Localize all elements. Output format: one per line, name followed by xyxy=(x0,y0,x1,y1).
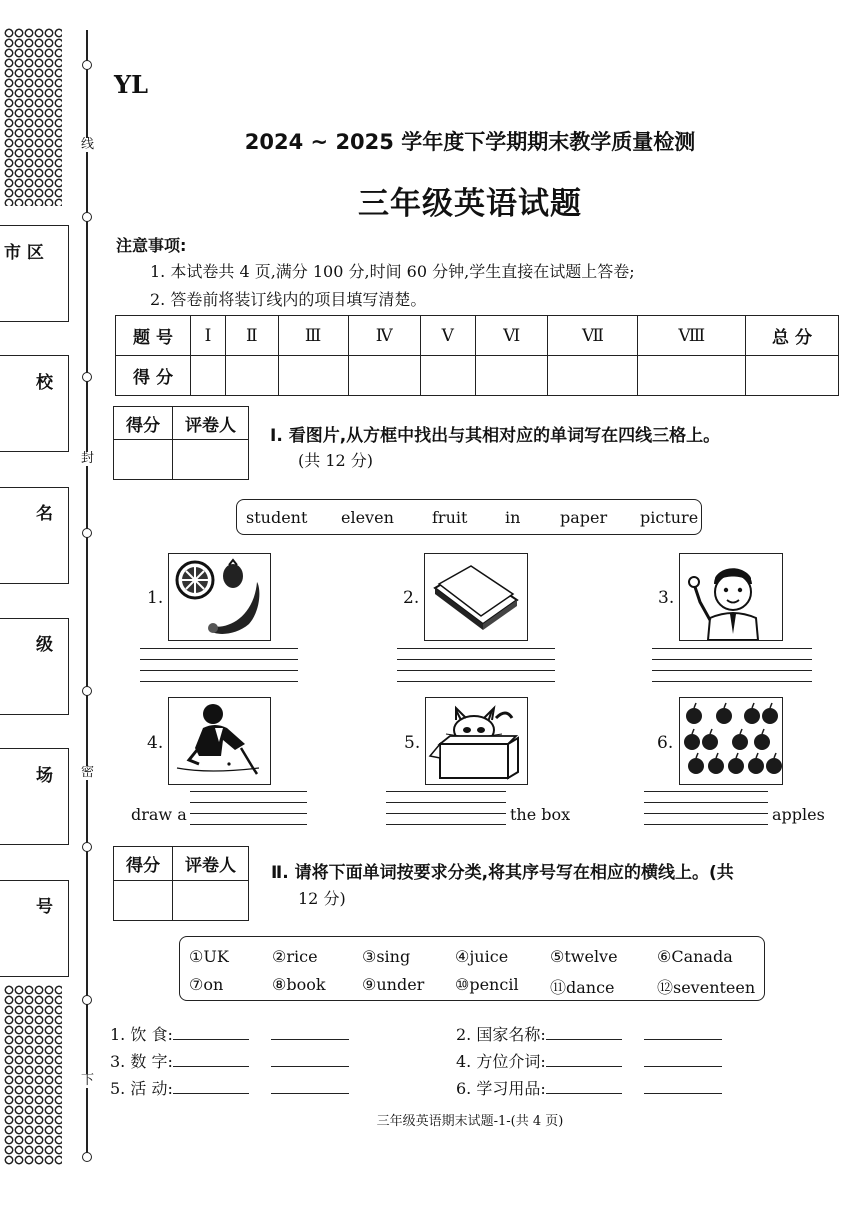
word-bank-item: picture xyxy=(640,508,699,527)
apple-mark xyxy=(716,708,732,724)
apple-mark xyxy=(702,734,718,750)
grader-score-cell[interactable] xyxy=(114,440,173,480)
exam-title: 2024 ~ 2025 学年度下学期期末教学质量检测 xyxy=(244,130,696,154)
grader-box-2 xyxy=(113,846,249,921)
apple-stem xyxy=(716,753,718,758)
score-cell[interactable] xyxy=(348,356,420,396)
apple-stem xyxy=(696,753,698,758)
margin-char-xia: 下 xyxy=(81,1073,95,1088)
score-cell[interactable] xyxy=(420,356,475,396)
category-label: 4. 方位介词: xyxy=(456,1052,546,1071)
grader-score-cell[interactable] xyxy=(114,881,173,921)
writing-lines-2[interactable] xyxy=(397,648,555,692)
score-cell[interactable] xyxy=(278,356,348,396)
word-list-item: ⑫seventeen xyxy=(657,978,756,997)
word-list-item: ④juice xyxy=(455,947,509,966)
paper-picture xyxy=(424,553,528,641)
category-label: 6. 学习用品: xyxy=(456,1079,546,1098)
apple-stem xyxy=(694,703,696,708)
score-col-8: Ⅷ xyxy=(638,316,746,356)
margin-char-xian: 线 xyxy=(81,137,95,152)
cat-in-box-picture xyxy=(425,697,528,785)
category-label: 5. 活 动: xyxy=(110,1079,173,1098)
apple-stem xyxy=(762,729,764,734)
binding-circle xyxy=(82,686,92,696)
score-cell[interactable] xyxy=(746,356,839,396)
score-col-2: Ⅱ xyxy=(226,316,279,356)
apples-picture xyxy=(679,697,783,785)
apple-mark xyxy=(744,708,760,724)
category-country xyxy=(456,1022,722,1045)
item-number: 4. xyxy=(147,733,164,753)
apple-stem xyxy=(756,753,758,758)
word-list-item: ⑨under xyxy=(362,975,425,994)
answer-blank[interactable] xyxy=(546,1023,622,1040)
word-list-item: ③sing xyxy=(362,947,411,966)
subject-title: 三年级英语试题 xyxy=(358,186,582,222)
item-suffix: apples xyxy=(772,805,825,824)
word-bank-item: in xyxy=(505,508,521,527)
category-number xyxy=(110,1049,349,1072)
grader-score-label: 得分 xyxy=(114,847,173,881)
student-picture xyxy=(679,553,783,641)
item-number: 5. xyxy=(404,733,421,753)
word-bank-item: paper xyxy=(560,508,608,527)
margin-char-feng: 封 xyxy=(81,451,95,466)
binding-circle xyxy=(82,842,92,852)
item-prefix: draw a xyxy=(131,805,187,824)
grader-score-label: 得分 xyxy=(114,407,173,440)
category-label: 3. 数 字: xyxy=(110,1052,173,1071)
binding-circle xyxy=(82,995,92,1005)
item-number: 2. xyxy=(403,588,420,608)
binding-circle xyxy=(82,60,92,70)
page-footer: 三年级英语期末试题-1-(共 4 页) xyxy=(376,1114,564,1129)
category-preposition xyxy=(456,1049,722,1072)
apple-mark xyxy=(686,708,702,724)
score-col-6: Ⅵ xyxy=(475,316,548,356)
score-cell[interactable] xyxy=(548,356,638,396)
category-label: 2. 国家名称: xyxy=(456,1025,546,1044)
exam-code: YL xyxy=(114,70,149,99)
apple-mark xyxy=(708,758,724,774)
score-col-1: Ⅰ xyxy=(191,316,226,356)
binding-field-name: 名 xyxy=(36,504,53,524)
score-cell[interactable] xyxy=(226,356,279,396)
writing-lines-6[interactable] xyxy=(644,791,768,835)
word-list-item: ⑤twelve xyxy=(550,947,618,966)
score-table xyxy=(115,315,839,396)
word-bank-item: student xyxy=(246,508,308,527)
word-bank-item: fruit xyxy=(432,508,468,527)
binding-field-school: 校 xyxy=(36,373,53,393)
notice-item: 1. 本试卷共 4 页,满分 100 分,时间 60 分钟,学生直接在试题上答卷; xyxy=(150,262,635,281)
apple-stem xyxy=(774,753,776,758)
word-list-item: ②rice xyxy=(272,947,318,966)
draw-picture xyxy=(168,697,271,785)
apple-mark xyxy=(728,758,744,774)
writing-lines-3[interactable] xyxy=(652,648,812,692)
writing-lines-5[interactable] xyxy=(386,791,506,835)
writing-lines-4[interactable] xyxy=(190,791,307,835)
apple-stem xyxy=(692,729,694,734)
item-number: 1. xyxy=(147,588,164,608)
item-number: 3. xyxy=(658,588,675,608)
category-label: 1. 饮 食: xyxy=(110,1025,173,1044)
answer-blank[interactable] xyxy=(173,1023,249,1040)
fruit-picture xyxy=(168,553,271,641)
binding-circle xyxy=(82,372,92,382)
binding-field-box xyxy=(0,487,69,584)
binding-field-number: 号 xyxy=(36,897,53,917)
binding-field-city: 市 区 xyxy=(4,243,44,263)
apple-stem xyxy=(724,703,726,708)
word-list-item: ⑥Canada xyxy=(657,947,733,966)
binding-dots-bottom xyxy=(4,985,62,1165)
apple-stem xyxy=(710,729,712,734)
binding-field-box xyxy=(0,355,69,452)
score-cell[interactable] xyxy=(191,356,226,396)
apple-stem xyxy=(770,703,772,708)
item-suffix: the box xyxy=(510,805,571,824)
answer-blank[interactable] xyxy=(173,1077,249,1094)
word-list-item: ①UK xyxy=(189,947,229,966)
score-col-3: Ⅲ xyxy=(278,316,348,356)
binding-field-room: 场 xyxy=(36,766,53,786)
grader-name-cell[interactable] xyxy=(173,440,249,480)
binding-field-class: 级 xyxy=(36,635,53,655)
apple-mark xyxy=(732,734,748,750)
word-list-item: ⑩pencil xyxy=(455,975,519,994)
binding-field-box xyxy=(0,618,69,715)
notice-item: 2. 答卷前将装订线内的项目填写清楚。 xyxy=(150,290,427,309)
section1-points: (共 12 分) xyxy=(298,451,374,470)
score-row-label: 得 分 xyxy=(116,356,191,396)
binding-circle xyxy=(82,528,92,538)
apple-stem xyxy=(740,729,742,734)
category-food xyxy=(110,1022,349,1045)
answer-blank[interactable] xyxy=(644,1050,722,1067)
section1-instruction: Ⅰ. 看图片,从方框中找出与其相对应的单词写在四线三格上。 xyxy=(270,426,721,446)
grader-name-cell[interactable] xyxy=(173,881,249,921)
item-number: 6. xyxy=(657,733,674,753)
answer-blank[interactable] xyxy=(271,1023,349,1040)
score-table-header-label: 题 号 xyxy=(116,316,191,356)
word-list-item: ⑦on xyxy=(189,975,224,994)
answer-blank[interactable] xyxy=(271,1077,349,1094)
answer-blank[interactable] xyxy=(644,1023,722,1040)
score-col-4: Ⅳ xyxy=(348,316,420,356)
apple-mark xyxy=(754,734,770,750)
score-total-label: 总 分 xyxy=(746,316,839,356)
section2-instruction: Ⅱ. 请将下面单词按要求分类,将其序号写在相应的横线上。(共 xyxy=(271,863,734,883)
writing-lines-1[interactable] xyxy=(140,648,298,692)
word-bank-item: eleven xyxy=(341,508,394,527)
apple-stem xyxy=(752,703,754,708)
apple-mark xyxy=(688,758,704,774)
word-list-item: ⑪dance xyxy=(550,978,615,997)
score-col-7: Ⅶ xyxy=(548,316,638,356)
notice-heading: 注意事项: xyxy=(116,236,187,255)
answer-blank[interactable] xyxy=(546,1077,622,1094)
apple-mark xyxy=(762,708,778,724)
section2-points: 12 分) xyxy=(298,889,346,908)
apple-mark xyxy=(766,758,782,774)
apple-mark xyxy=(748,758,764,774)
answer-blank[interactable] xyxy=(271,1050,349,1067)
score-cell[interactable] xyxy=(475,356,548,396)
answer-blank[interactable] xyxy=(644,1077,722,1094)
score-cell[interactable] xyxy=(638,356,746,396)
binding-field-box xyxy=(0,880,69,977)
answer-blank[interactable] xyxy=(546,1050,622,1067)
grader-name-label: 评卷人 xyxy=(173,847,249,881)
category-supplies xyxy=(456,1076,722,1099)
score-col-5: Ⅴ xyxy=(420,316,475,356)
grader-box-1 xyxy=(113,406,249,480)
binding-field-box xyxy=(0,748,69,845)
binding-circle xyxy=(82,1152,92,1162)
margin-char-mi: 密 xyxy=(81,765,95,780)
apple-stem xyxy=(736,753,738,758)
answer-blank[interactable] xyxy=(173,1050,249,1067)
category-activity xyxy=(110,1076,349,1099)
apple-mark xyxy=(684,734,700,750)
word-list-item: ⑧book xyxy=(272,975,326,994)
grader-name-label: 评卷人 xyxy=(173,407,249,440)
